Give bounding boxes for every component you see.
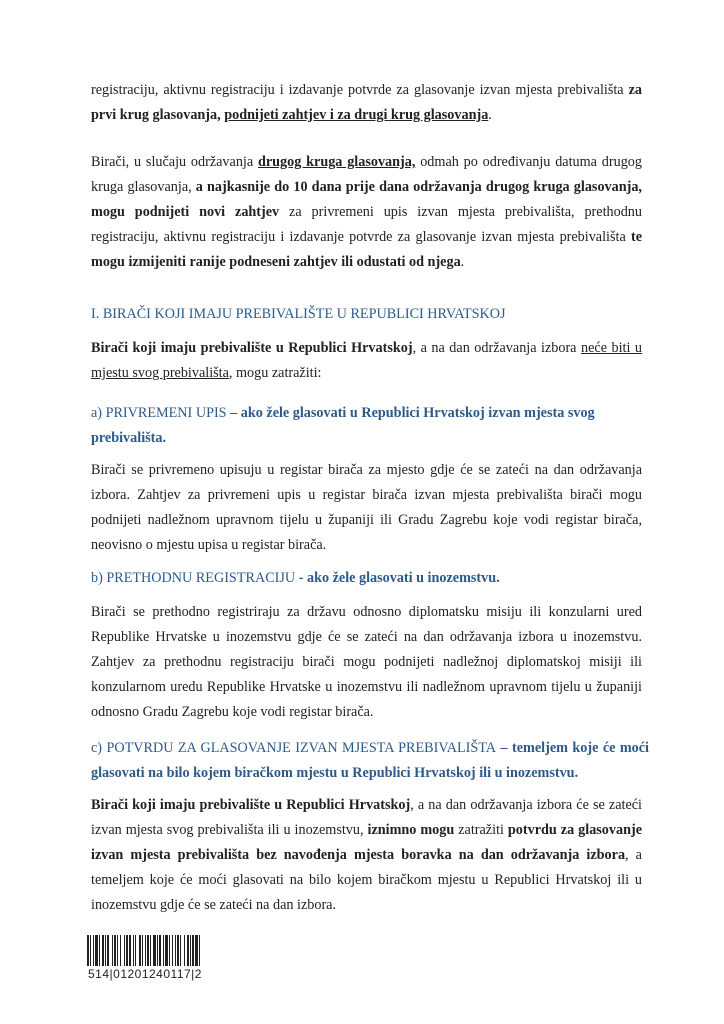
- paragraph-temporary-registration: Birači se privremeno upisuju u registar birača za mjesto gdje će se zateći na dan održavanja izbora. Zahtjev za privremeni upis u registar birača izvan mjesta prebivališta birači mogu podnijeti nadležnom upravnom tijelu u županiji ili Gradu Zagrebu koje vodi registar birača, neovisno o mjestu upisa u registar birača.: [91, 462, 642, 553]
- subheading-prior-registration: b) PRETHODNU REGISTRACIJU - ako žele glasovati u inozemstvu.: [91, 570, 500, 586]
- section-title: I. BIRAČI KOJI IMAJU PREBIVALIŠTE U REPUBLICI HRVATSKOJ: [91, 306, 506, 322]
- subheading-temporary-registration: a) PRIVREMENI UPIS – ako žele glasovati u Republici Hrvatskoj izvan mjesta svog prebivališta.: [91, 405, 595, 446]
- barcode-icon: [87, 935, 211, 966]
- paragraph-voters-residence: Birači koji imaju prebivalište u Republici Hrvatskoj, a na dan održavanja izbora neće biti u mjestu svog prebivališta, mogu zatražiti:: [91, 340, 643, 381]
- barcode-number: 514|01201240117|2: [88, 967, 202, 981]
- paragraph-voting-certificate: Birači koji imaju prebivalište u Republici Hrvatskoj, a na dan održavanja izbora će se zateći izvan mjesta svog prebivališta ili u inozemstvu, iznimno mogu zatražiti potvrdu za glasovanje izvan mjesta prebivališta bez navođenja mjesta boravka na dan održavanja izbora, a temeljem koje će moći glasovati na bilo kojem biračkom mjestu u Republici Hrvatskoj ili u inozemstvu gdje će se zateći na dan izbora.: [91, 797, 643, 913]
- paragraph-second-round-request: registraciju, aktivnu registraciju i izdavanje potvrde za glasovanje izvan mjesta prebivališta za prvi krug glasovanja, podnijeti zahtjev i za drugi krug glasovanja.: [91, 82, 642, 123]
- paragraph-second-round-deadline: Birači, u slučaju održavanja drugog kruga glasovanja, odmah po određivanju datuma drugog kruga glasovanja, a najkasnije do 10 dana prije dana održavanja drugog kruga glasovanja, mogu podnijeti novi zahtjev za privremeni upis izvan mjesta prebivališta, prethodnu registraciju, aktivnu registraciju i izdavanje potvrde za glasovanje izvan mjesta prebivališta te mogu izmijeniti ranije podneseni zahtjev ili odustati od njega.: [91, 154, 642, 270]
- subheading-voting-certificate: c) POTVRDU ZA GLASOVANJE IZVAN MJESTA PREBIVALIŠTA – temeljem koje će moći glasovati na bilo kojem biračkom mjestu u Republici Hrvatskoj ili u inozemstvu.: [91, 740, 649, 781]
- paragraph-prior-registration: Birači se prethodno registriraju za državu odnosno diplomatsku misiju ili konzularni ured Republike Hrvatske u inozemstvu gdje će se zateći na dan održavanja izbora u inozemstvu. Zahtjev za prethodnu registraciju birači mogu podnijeti nadležnoj diplomatskoj misiji ili konzularnom uredu Republike Hrvatske u inozemstvu ili nadležnom upravnom tijelu u županiji odnosno Gradu Zagrebu koje vodi registar birača.: [91, 604, 642, 720]
